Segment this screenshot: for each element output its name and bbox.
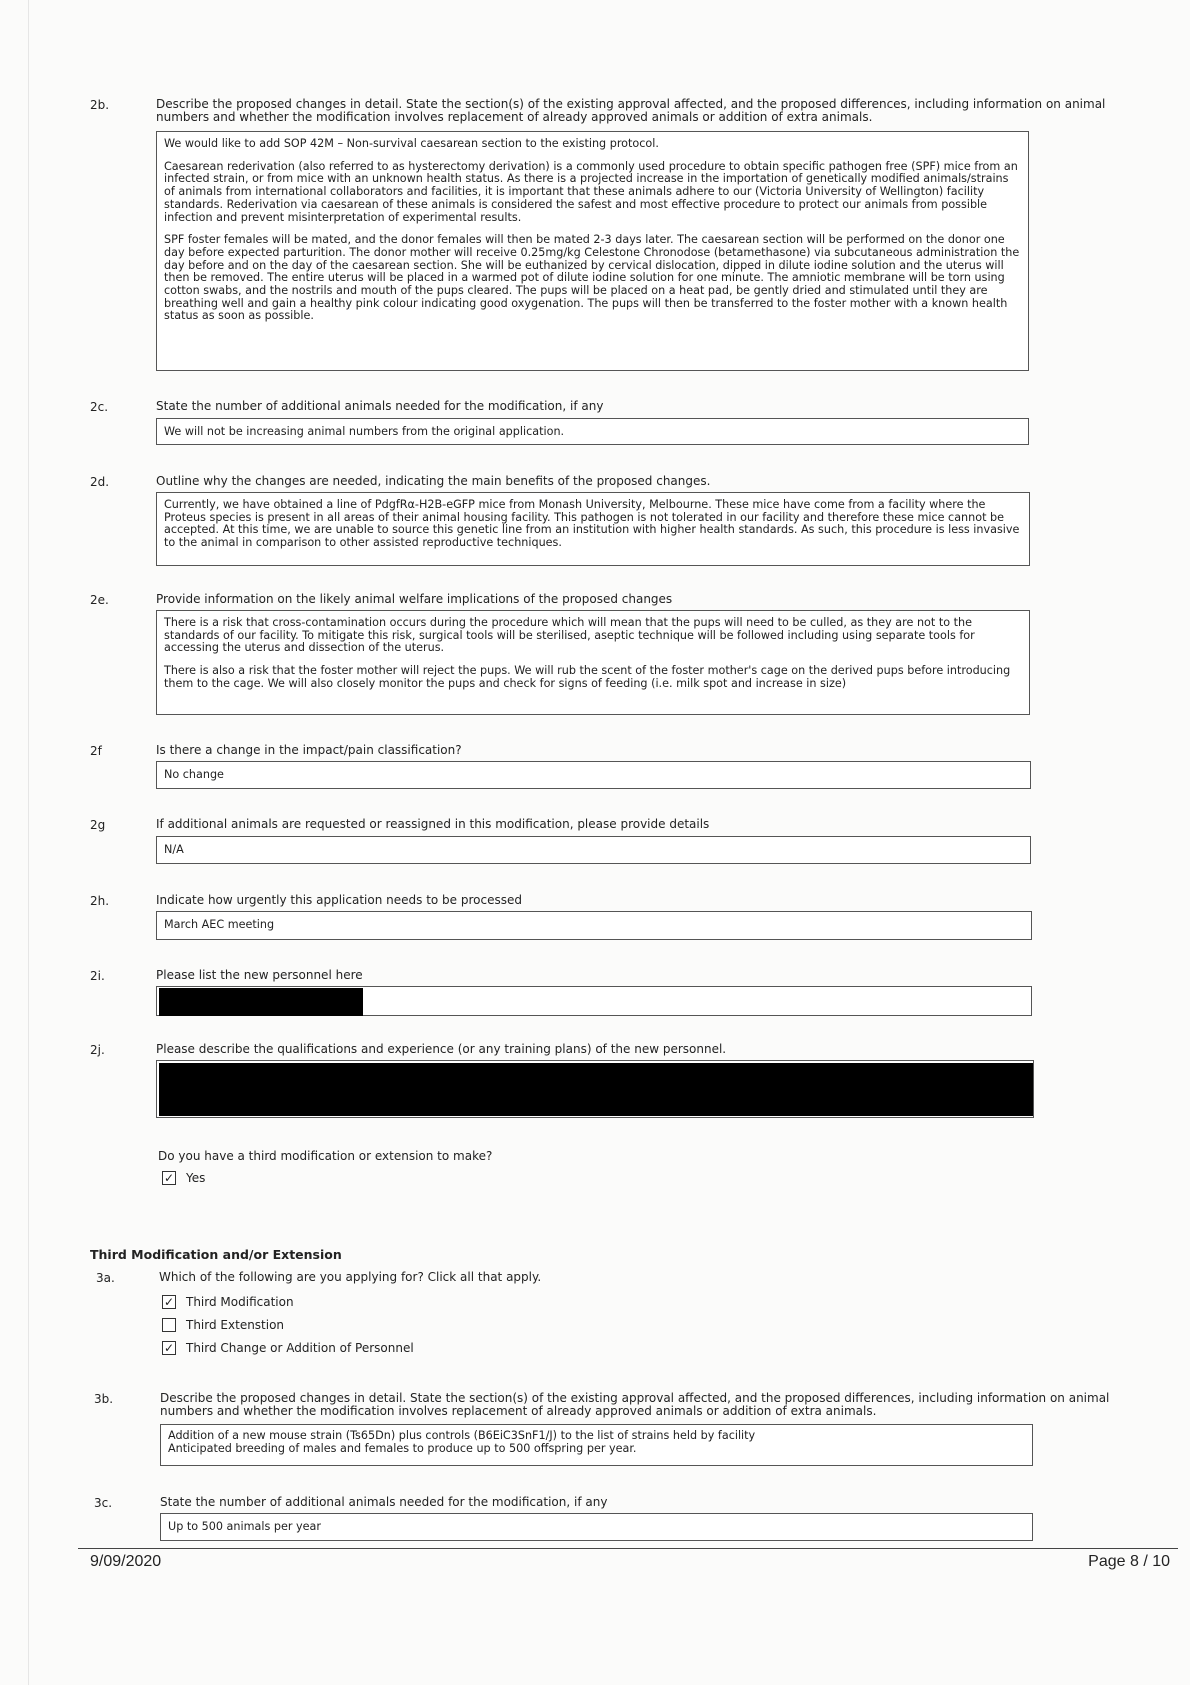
question-label: State the number of additional animals needed for the modification, if any — [156, 399, 604, 413]
answer-box-3c[interactable] — [160, 1513, 1033, 1541]
question-label: Describe the proposed changes in detail. State the section(s) of the existing approval affected, and the proposed differences, including information on animal numbers and whether the modification involves replacement of already approved animals or addition of extra animals. — [160, 1391, 1110, 1418]
answer-box-2g[interactable] — [156, 836, 1031, 864]
answer-box-2f[interactable] — [156, 761, 1031, 789]
question-number: 2i. — [90, 969, 105, 983]
answer-paragraph: Caesarean rederivation (also referred to as hysterectomy derivation) is a commonly used procedure to obtain specific pathogen free (SPF) mice from an infected strain, or from mice with an unknown health status. As there is a projected increase in the importation of genetically modified animals/strains of animals from international collaborators and facilities, it is important that these animals adhere to our (Victoria University of Wellington) facility standards. Rederivation via caesarean of these animals is considered the safest and most effective procedure to protect our animals from possible infection and prevent misinterpretation of experimental results. — [164, 159, 1018, 224]
question-label: Indicate how urgently this application needs to be processed — [156, 893, 522, 907]
answer-text: N/A — [164, 843, 184, 856]
checkbox-label: Third Modification — [186, 1295, 294, 1309]
footer-divider — [78, 1548, 1178, 1549]
third-mod-question-label: Do you have a third modification or extension to make? — [158, 1149, 493, 1163]
question-label: Provide information on the likely animal welfare implications of the proposed changes — [156, 592, 673, 606]
question-number: 3c. — [94, 1496, 113, 1510]
answer-paragraph: There is also a risk that the foster mother will reject the pups. We will rub the scent of the foster mother's cage on the derived pups before introducing them to the cage. We will also closely monitor the pups and check for signs of feeding (i.e. milk spot and increase in size) — [164, 664, 1011, 690]
question-number: 2g — [90, 818, 106, 832]
answer-paragraph: Currently, we have obtained a line of PdgfRα-H2B-eGFP mice from Monash University, Melbourne. These mice have come from a facility where the Proteus species is present in all areas of their animal housing facility. This pathogen is not tolerated in our facility and therefore these mice cannot be accepted. At this time, we are unable to source this genetic line from an institution with higher health standards. As such, this procedure is less invasive to the animal in comparison to other assisted reproductive techniques. — [164, 498, 1020, 550]
checkbox-label: Third Extenstion — [186, 1318, 285, 1332]
question-number: 2c. — [90, 400, 109, 414]
section-heading: Third Modification and/or Extension — [90, 1247, 342, 1262]
checkbox-third-personnel[interactable] — [162, 1341, 414, 1355]
question-label: Describe the proposed changes in detail. State the section(s) of the existing approval affected, and the proposed differences, including information on animal numbers and whether the modification involves replacement of already approved animals or addition of extra animals. — [156, 97, 1106, 124]
checkbox-third-extension[interactable] — [162, 1318, 284, 1332]
question-label: Which of the following are you applying for? Click all that apply. — [159, 1270, 542, 1284]
answer-box-2c[interactable] — [156, 418, 1029, 445]
check-icon: ✓ — [163, 1295, 175, 1309]
question-number: 2j. — [90, 1043, 105, 1057]
checkbox-label: Third Change or Addition of Personnel — [186, 1341, 414, 1355]
checkbox-third-modification[interactable] — [162, 1295, 294, 1309]
question-number: 2d. — [90, 475, 110, 489]
question-number: 2e. — [90, 593, 109, 607]
question-label: Is there a change in the impact/pain classification? — [156, 743, 462, 757]
question-label: State the number of additional animals needed for the modification, if any — [160, 1495, 608, 1509]
answer-text: No change — [164, 768, 224, 781]
question-number: 2h. — [90, 894, 110, 908]
checkbox-label: Yes — [186, 1171, 206, 1185]
answer-box-3b[interactable] — [160, 1424, 1033, 1466]
answer-paragraph: There is a risk that cross-contamination occurs during the procedure which will mean that the pups will need to be culled, as they are not to the standards of our facility. To mitigate this risk, surgical tools will be sterilised, aseptic technique will be followed including using separate tools for accessing the uterus and dissection of the uterus. — [164, 616, 975, 655]
question-label: Outline why the changes are needed, indicating the main benefits of the proposed changes. — [156, 474, 711, 488]
redaction-block — [159, 988, 363, 1016]
redaction-block — [159, 1063, 1033, 1116]
answer-box-2h[interactable] — [156, 911, 1032, 940]
empty-checkbox-icon — [162, 1318, 176, 1332]
question-number: 2b. — [90, 98, 110, 112]
question-number: 3b. — [94, 1392, 114, 1406]
answer-box-2e[interactable] — [156, 610, 1030, 715]
footer-date: 9/09/2020 — [90, 1553, 162, 1570]
answer-box-2d[interactable] — [156, 492, 1030, 566]
page-edge — [28, 0, 29, 1685]
answer-box-2b[interactable] — [156, 131, 1029, 371]
answer-text: We will not be increasing animal numbers from the original application. — [164, 425, 565, 438]
answer-line: Addition of a new mouse strain (Ts65Dn) plus controls (B6EiC3SnF1/J) to the list of strains held by facility — [168, 1429, 756, 1442]
answer-text: Up to 500 animals per year — [168, 1520, 321, 1533]
question-number: 2f — [90, 744, 102, 758]
answer-line: Anticipated breeding of males and females to produce up to 500 offspring per year. — [168, 1441, 637, 1455]
answer-text: March AEC meeting — [164, 918, 275, 931]
answer-paragraph: We would like to add SOP 42M – Non-survival caesarean section to the existing protocol. — [164, 137, 659, 150]
answer-paragraph: SPF foster females will be mated, and the donor females will then be mated 2-3 days later. The caesarean section will be performed on the donor one day before expected parturition. The donor mother will receive 0.25mg/kg Celestone Chronodose (betamethasone) via subcutaneous administration the day before and on the day of the caesarean section. She will be euthanized by cervical dislocation, dipped in dilute iodine solution and the uterus will then be removed. The entire uterus will be placed in a warmed pot of dilute iodine solution for one minute. The amniotic membrane will be torn using cotton swabs, and the nostrils and mouth of the pups cleared. The pups will be placed on a heat pad, be gently dried and stimulated until they are breathing well and gain a healthy pink colour indicating good oxygenation. The pups will then be transferred to the foster mother with a known health status as soon as possible. — [164, 233, 1020, 323]
check-icon: ✓ — [163, 1341, 175, 1355]
question-label: If additional animals are requested or reassigned in this modification, please provide details — [156, 817, 710, 831]
page-number: Page 8 / 10 — [1088, 1553, 1170, 1570]
question-label: Please list the new personnel here — [156, 968, 363, 982]
checkbox-yes[interactable] — [162, 1171, 205, 1185]
question-label: Please describe the qualifications and experience (or any training plans) of the new personnel. — [156, 1042, 727, 1056]
check-icon: ✓ — [163, 1171, 175, 1185]
question-number: 3a. — [96, 1271, 115, 1285]
